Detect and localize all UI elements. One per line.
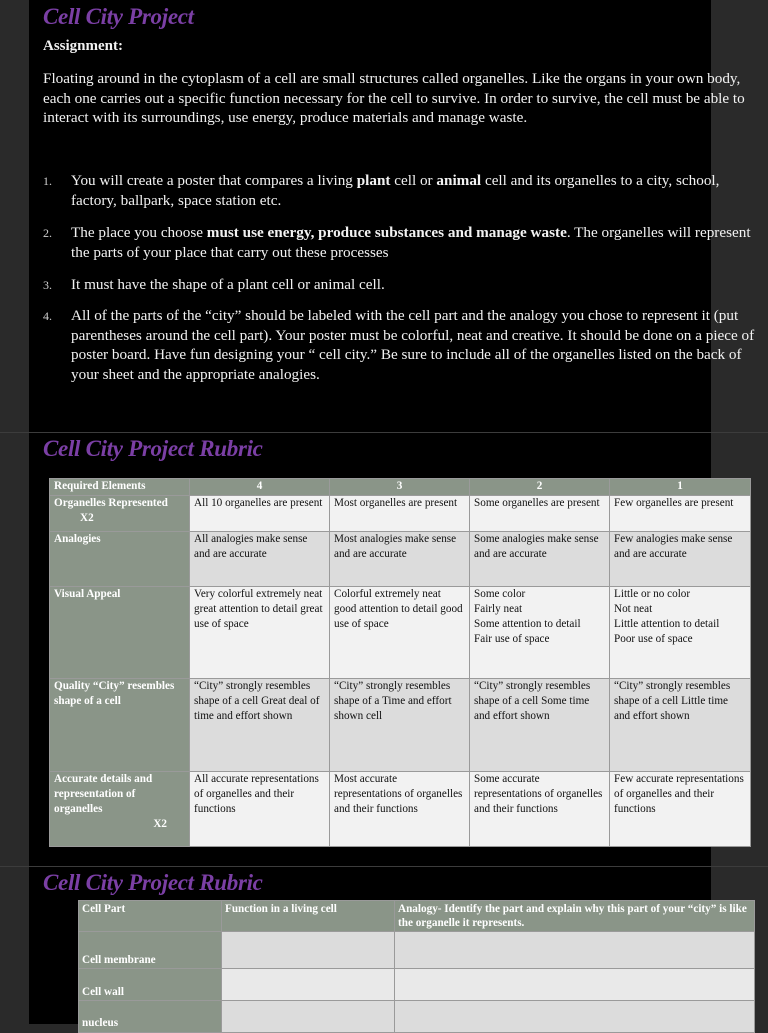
list-text: cell and its organelles to a city, school, factory, ballpark, space station etc. xyxy=(71,172,720,209)
table-row xyxy=(50,772,751,847)
cell-table-header-row xyxy=(79,901,755,932)
rubric-header: 2 xyxy=(470,479,610,496)
table-row xyxy=(50,496,751,532)
rubric-cell: “City” strongly resembles shape of a cell Some time and effort shown xyxy=(470,679,610,772)
list-bold-text: plant xyxy=(356,172,391,189)
rubric-cell: All analogies make sense and are accurate xyxy=(190,532,330,587)
rubric-cell: Very colorful extremely neat great attention to detail great use of space xyxy=(190,587,330,679)
rubric-cell: Most accurate representations of organelles and their functions xyxy=(330,772,470,847)
cell-table-header: Cell Part xyxy=(79,901,222,932)
table-row xyxy=(50,679,751,772)
rubric-header: Required Elements xyxy=(50,479,190,496)
function-cell xyxy=(222,932,395,969)
table-row xyxy=(50,587,751,679)
list-text: The place you choose xyxy=(71,224,207,241)
rubric-header: 3 xyxy=(330,479,470,496)
rubric-title: Cell City Project Rubric xyxy=(43,870,263,895)
rubric-cell: “City” strongly resembles shape of a Time and effort shown cell xyxy=(330,679,470,772)
rubric-table xyxy=(49,478,751,847)
rubric-cell: Some accurate representations of organelles and their functions xyxy=(470,772,610,847)
intro-paragraph: Floating around in the cytoplasm of a cell are small structures called organelles. Like the organs in your own body, each one carries out a specific function necessary for the cell to survive. In order to survive, the cell must be able to interact with its surroundings, use energy, produce materials and manage waste. xyxy=(43,70,745,126)
list-text: It must have the shape of a plant cell or animal cell. xyxy=(71,276,385,293)
rubric-cell: Most organelles are present xyxy=(330,496,470,532)
table-row xyxy=(79,932,755,969)
page-separator xyxy=(0,866,768,867)
rubric-row-label: Quality “City” resembles shape of a cell xyxy=(50,679,190,772)
table-row xyxy=(79,969,755,1001)
list-bold-text: animal xyxy=(436,172,482,189)
rubric-cell: Most analogies make sense and are accurate xyxy=(330,532,470,587)
rubric-cell: Few analogies make sense and are accurate xyxy=(610,532,751,587)
cell-part-label: nucleus xyxy=(79,1001,222,1033)
list-text: . The organelles will represent the parts of your place that carry out these processes xyxy=(71,224,751,261)
analogy-cell xyxy=(395,932,755,969)
rubric-row-label: Analogies xyxy=(50,532,190,587)
cell-table-header: Function in a living cell xyxy=(222,901,395,932)
table-row xyxy=(79,1001,755,1033)
rubric-cell: Some color Fairly neat Some attention to detail Fair use of space xyxy=(470,587,610,679)
list-number: 4. xyxy=(43,309,52,323)
list-text: You will create a poster that compares a living xyxy=(71,172,357,189)
rubric-title: Cell City Project Rubric xyxy=(43,436,263,461)
rubric-row-label: Visual Appeal xyxy=(50,587,190,679)
rubric-cell: Few organelles are present xyxy=(610,496,751,532)
table-row xyxy=(50,532,751,587)
rubric-cell: All accurate representations of organelles and their functions xyxy=(190,772,330,847)
analogy-cell xyxy=(395,969,755,1001)
list-number: 3. xyxy=(43,278,52,292)
rubric-cell: Colorful extremely neat good attention to detail good use of space xyxy=(330,587,470,679)
rubric-cell: All 10 organelles are present xyxy=(190,496,330,532)
list-text: cell or xyxy=(390,172,437,189)
rubric-header: 4 xyxy=(190,479,330,496)
rubric-header: 1 xyxy=(610,479,751,496)
list-bold-text: must use energy, produce substances and manage waste xyxy=(206,224,567,241)
rubric-cell: Few accurate representations of organelles and their functions xyxy=(610,772,751,847)
rubric-cell: “City” strongly resembles shape of a cell Little time and effort shown xyxy=(610,679,751,772)
page-separator xyxy=(0,432,768,433)
assignment-label: Assignment: xyxy=(43,38,124,54)
list-number: 1. xyxy=(43,174,52,188)
section-title: Cell City Project xyxy=(43,4,194,29)
rubric-cell: Little or no color Not neat Little attention to detail Poor use of space xyxy=(610,587,751,679)
rubric-row-label: Organelles Represented X2 xyxy=(50,496,190,532)
rubric-cell: “City” strongly resembles shape of a cell Great deal of time and effort shown xyxy=(190,679,330,772)
cell-part-table xyxy=(78,900,755,1033)
cell-table-header: Analogy- Identify the part and explain why this part of your “city” is like the organelle it represents. xyxy=(395,901,755,932)
list-text: All of the parts of the “city” should be labeled with the cell part and the analogy you chose to represent it (put parentheses around the cell part). Your poster must be colorful, neat and creative. It should be done on a piece of poster board. Have fun designing your “ cell city.” Be sure to include all of the organelles listed on the back of your sheet and the appropriate analogies. xyxy=(71,307,755,383)
list-number: 2. xyxy=(43,226,52,240)
rubric-cell: Some analogies make sense and are accurate xyxy=(470,532,610,587)
rubric-row-label: Accurate details and representation of organelles X2 xyxy=(50,772,190,847)
cell-part-label: Cell wall xyxy=(79,969,222,1001)
cell-part-label: Cell membrane xyxy=(79,932,222,969)
rubric-header-row xyxy=(50,479,751,496)
function-cell xyxy=(222,1001,395,1033)
analogy-cell xyxy=(395,1001,755,1033)
function-cell xyxy=(222,969,395,1001)
rubric-cell: Some organelles are present xyxy=(470,496,610,532)
